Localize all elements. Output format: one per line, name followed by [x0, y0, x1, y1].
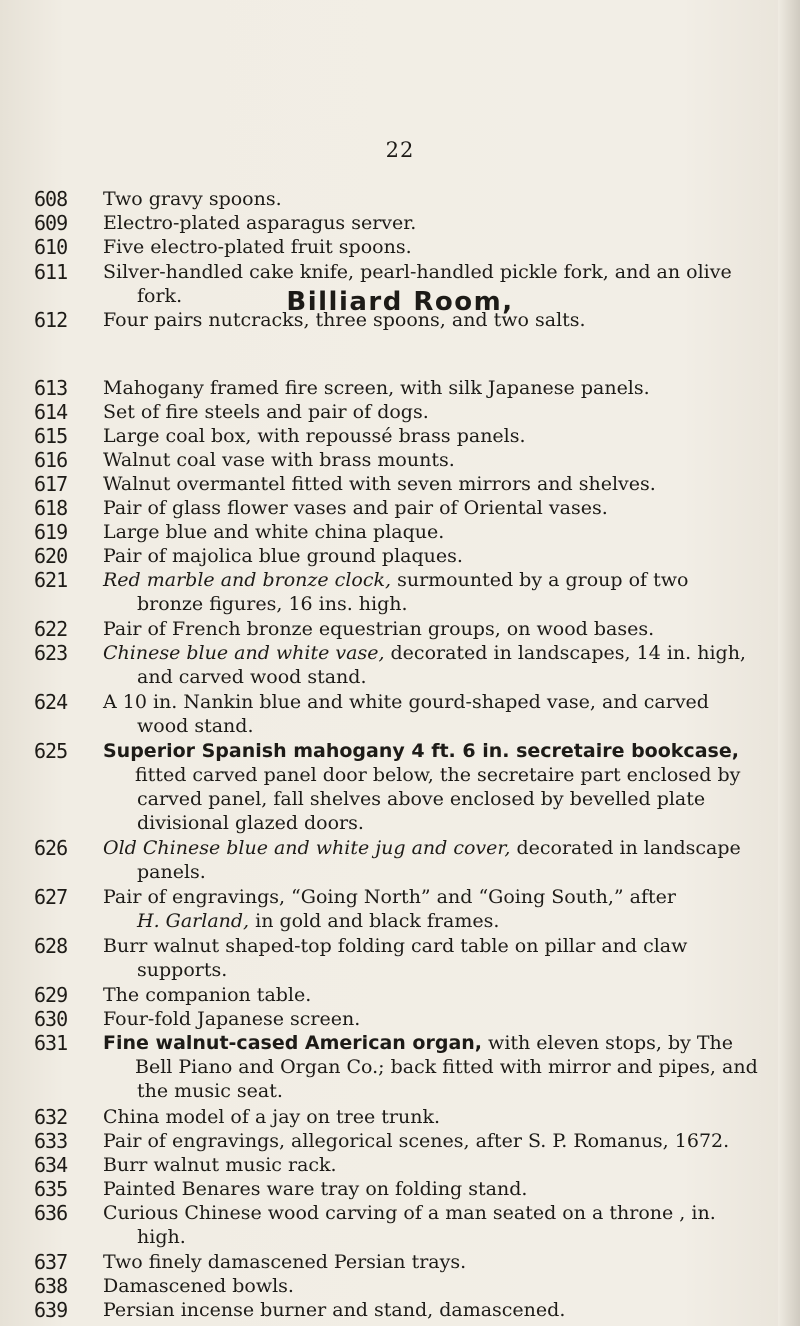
lot-text-continued: fitted carved panel door below, the secretaire part enclosed by carved panel, fall shelves above enclosed by bevelled plate divisional glazed doors.: [135, 764, 741, 834]
lot-number: 620: [34, 544, 68, 568]
lot-description: Walnut overmantel fitted with seven mirrors and shelves.: [103, 473, 656, 495]
lot-text-continued: high.: [137, 1226, 186, 1248]
lot-description: Two gravy spoons.: [103, 188, 282, 210]
lot-description: China model of a jay on tree trunk.: [103, 1106, 441, 1128]
lot-number: 634: [34, 1153, 68, 1177]
lot-description: [105, 885, 760, 933]
lot-lead-bold: Fine walnut-cased American organ,: [103, 1032, 483, 1054]
lot-description: [105, 260, 760, 308]
page-number: 22: [385, 138, 415, 162]
lot-cont-italic: H. Garland,: [137, 910, 250, 932]
lot-number: 609: [34, 211, 68, 235]
lot-lead-italic: Old Chinese blue and white jug and cover,: [103, 837, 511, 859]
lot-description: Persian incense burner and stand, damascened.: [103, 1299, 566, 1321]
lot-number: 617: [34, 472, 68, 496]
lot-number: 610: [34, 235, 68, 259]
lot-description: Walnut coal vase with brass mounts.: [103, 449, 455, 471]
lot-number: 615: [34, 424, 68, 448]
lot-description: Pair of French bronze equestrian groups, on wood bases.: [103, 618, 655, 640]
lot-text: decorated in landscapes, 14 in. high,: [384, 642, 746, 664]
lot-number: 614: [34, 400, 68, 424]
lot-text: A 10 in. Nankin blue and white gourd-shaped vase, and carved: [103, 691, 709, 713]
lot-description: Four pairs nutcracks, three spoons, and two salts.: [103, 309, 586, 331]
lot-description: Painted Benares ware tray on folding stand.: [103, 1178, 528, 1200]
lot-number: 613: [34, 376, 68, 400]
lot-description: Pair of engravings, allegorical scenes, after S. P. Romanus, 1672.: [103, 1130, 730, 1152]
lot-number: 619: [34, 520, 68, 544]
lot-description: Pair of glass flower vases and pair of Oriental vases.: [103, 497, 608, 519]
lot-lead-bold: Superior Spanish mahogany 4 ft. 6 in. secretaire bookcase,: [103, 740, 739, 762]
lot-description: [105, 1201, 760, 1249]
lot-description: [105, 739, 760, 835]
lot-number: 616: [34, 448, 68, 472]
page-edge: [778, 0, 800, 1326]
lot-text: with eleven stops, by The: [482, 1032, 734, 1054]
lot-description: Damascened bowls.: [103, 1275, 294, 1297]
lot-text-continued: Bell Piano and Organ Co.; back fitted with mirror and pipes, and the music seat.: [135, 1056, 758, 1102]
lot-text-continued: supports.: [137, 959, 228, 981]
lot-description: Two finely damascened Persian trays.: [103, 1251, 467, 1273]
lot-description: [105, 568, 760, 616]
lot-description: [105, 690, 760, 738]
lot-number: 627: [34, 885, 68, 909]
lot-description: Electro-plated asparagus server.: [103, 212, 417, 234]
lot-lead-italic: Chinese blue and white vase,: [103, 642, 385, 664]
lot-number: 637: [34, 1250, 68, 1274]
lot-description: The companion table.: [103, 984, 312, 1006]
lot-number: 622: [34, 617, 68, 641]
lot-number: 635: [34, 1177, 68, 1201]
lot-number: 630: [34, 1007, 68, 1031]
lot-number: 628: [34, 934, 68, 958]
lot-text: surmounted by a group of two: [391, 569, 689, 591]
lot-number: 625: [34, 739, 68, 763]
lot-text: decorated in landscape: [510, 837, 741, 859]
lot-number: 638: [34, 1274, 68, 1298]
lot-number: 639: [34, 1298, 68, 1322]
lot-number: 611: [34, 260, 68, 284]
lot-number: 632: [34, 1105, 68, 1129]
lot-lead-italic: Red marble and bronze clock,: [103, 569, 392, 591]
lot-description: Large coal box, with repoussé brass panels.: [103, 425, 526, 447]
lot-number: 623: [34, 641, 68, 665]
lot-number: 618: [34, 496, 68, 520]
lot-number: 636: [34, 1201, 68, 1225]
lot-description: Large blue and white china plaque.: [103, 521, 445, 543]
lot-text-continued: in gold and black frames.: [249, 910, 500, 932]
lot-description: [105, 836, 760, 884]
lot-text-continued: wood stand.: [137, 715, 254, 737]
lot-description: Four-fold Japanese screen.: [103, 1008, 361, 1030]
lot-text: Pair of engravings, “Going North” and “Going South,” after: [103, 886, 676, 908]
lot-number: 631: [34, 1031, 68, 1055]
lot-text-continued: bronze figures, 16 ins. high.: [137, 593, 408, 615]
lot-description: Pair of majolica blue ground plaques.: [103, 545, 463, 567]
lot-text-continued: and carved wood stand.: [137, 666, 367, 688]
lot-description: [105, 1031, 760, 1103]
lot-description: [105, 934, 760, 982]
lot-text: Silver-handled cake knife, pearl-handled pickle fork, and an olive: [103, 261, 732, 283]
lot-number: 633: [34, 1129, 68, 1153]
lot-number: 621: [34, 568, 68, 592]
lot-description: Burr walnut music rack.: [103, 1154, 337, 1176]
lot-text: Burr walnut shaped-top folding card table on pillar and claw: [103, 935, 688, 957]
lot-number: 612: [34, 308, 68, 332]
lot-number: 629: [34, 983, 68, 1007]
lot-number: 624: [34, 690, 68, 714]
lot-text-continued: fork.: [137, 285, 183, 307]
lot-number: 626: [34, 836, 68, 860]
lot-text: Curious Chinese wood carving of a man seated on a throne , in.: [103, 1202, 716, 1224]
lot-number: 608: [34, 187, 68, 211]
section-heading: Billiard Room,: [286, 287, 514, 317]
lot-text-continued-wrap: [105, 910, 499, 932]
lot-description: [105, 641, 760, 689]
lot-text-continued: panels.: [137, 861, 206, 883]
lot-description: Set of fire steels and pair of dogs.: [103, 401, 429, 423]
lot-description: Mahogany framed fire screen, with silk Japanese panels.: [103, 377, 650, 399]
lot-description: Five electro-plated fruit spoons.: [103, 236, 412, 258]
